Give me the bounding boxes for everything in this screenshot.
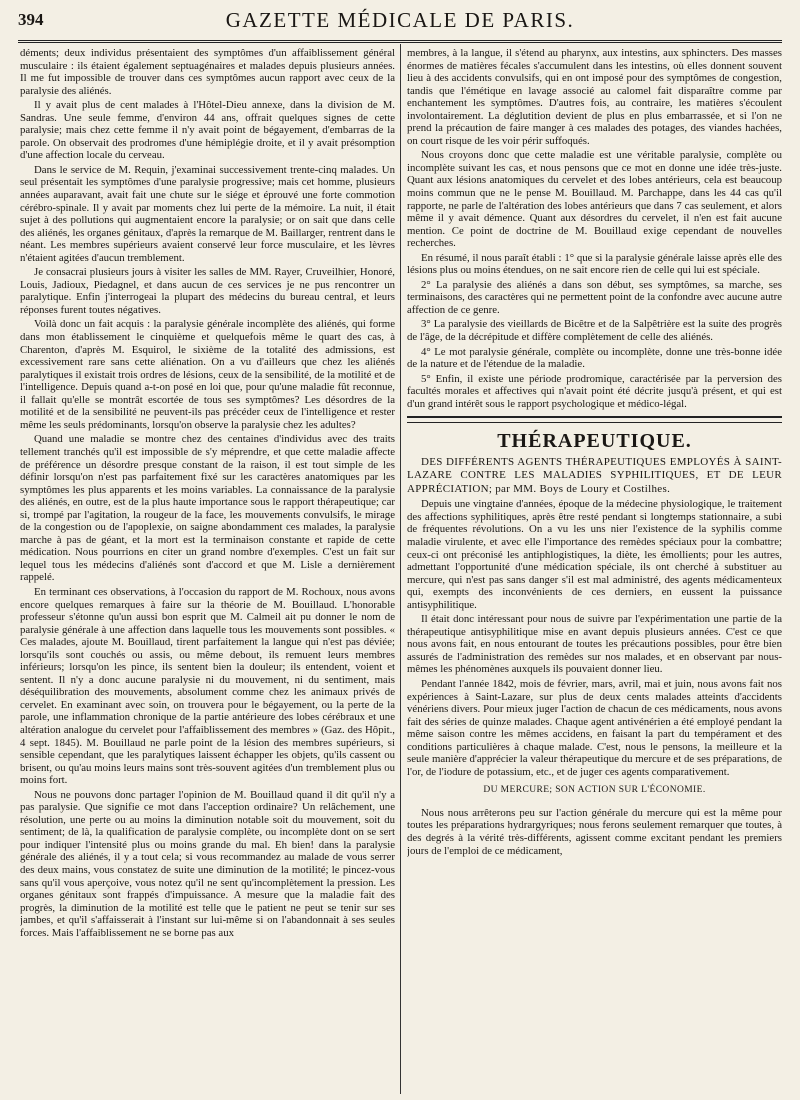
paragraph: En résumé, il nous paraît établi : 1° que si la paralysie générale laisse après elle des lésions plus ou moins étendues, on ne sait encore rien de celle qui lui est spéciale. [407,251,782,277]
left-column [20,47,395,1095]
paragraph: déments; deux individus présentaient des symptômes d'un affaiblissement général musculaire : ils étaient également septuagénaires et malades depuis plusieurs années. Il me fut impossible de trouver dans ces symptômes aucun rapport avec ceux de la paralysie des aliénés. [20,47,395,97]
paragraph: Depuis une vingtaine d'années, époque de la médecine physiologique, le traitement des affections syphilitiques, après être resté pendant si longtemps stationnaire, a subi de fréquentes révolutions. On a vu les uns nier l'existence de la syphilis comme maladie virulente, et avec elle l'importance des remèdes spéciaux pour la combattre; ceux-ci ont préconisé les antiphlogistiques, la diète, les émollients; pour les autres, admettant l'opportunité d'une médication spéciale, ils ont cherché à substituer au mercure, qui n'est pas sans danger s'il est mal administré, des agents médicamenteux qui, exempts des inconvénients de ces derniers, en eussent la puissance antisyphilitique. [407,498,782,611]
right-column [407,47,782,1095]
column-divider [400,44,401,1094]
page-header [18,8,782,38]
article-title: DES DIFFÉRENTS AGENTS THÉRAPEUTIQUES EMPLOYÉS À SAINT-LAZARE CONTRE LES MALADIES SYPHILITIQUES, ET DE LEUR APPRÉCIATION; par MM. Boys de Loury et Costilhes. [407,455,782,495]
paragraph: Nous croyons donc que cette maladie est une véritable paralysie, complète ou incomplète suivant les cas, et nous pensons que ce mot en donne une idée très-juste. Quant aux lésions anatomiques du cervelet et des lobes antérieurs, cela est beaucoup moins commun que ne le pense M. Bouillaud. M. Parchappe, dans les 44 cas qu'il rapporte, ne parle de l'altération des lobes antérieurs que dans 7 cas seulement, et alors même il y avait démence. Quant aux désordres du cervelet, il n'en est fait aucune mention. Ce point de doctrine de M. Bouillaud exige cependant de nouvelles recherches. [407,149,782,250]
paragraph: 5° Enfin, il existe une période prodromique, caractérisée par la perversion des facultés morales et affectives qui n'avait point été décrite jusqu'à présent, et qui est d'un grand intérêt sous le rapport psychologique et médico-légal. [407,372,782,410]
paragraph: Je consacrai plusieurs jours à visiter les salles de MM. Rayer, Cruveilhier, Honoré, Louis, Jadioux, Piedagnel, et dans aucun de ces services je ne pus rencontrer un paralytique. Enfin j'interrogeai la plupart des médecins du bureau central, et leurs réponses furent toutes négatives. [20,266,395,316]
paragraph: Il y avait plus de cent malades à l'Hôtel-Dieu annexe, dans la division de M. Sandras. Une seule femme, d'environ 44 ans, offrait quelques signes de cette paralysie; mais chez cette femme il n'y avait point de bégayement, d'embarras de la parole. On observait des prodromes d'une hémiplégie droite, et il y avait présomption d'une affection locale du cerveau. [20,99,395,162]
section-title: THÉRAPEUTIQUE. [497,430,692,453]
subheading: DU MERCURE; SON ACTION SUR L'ÉCONOMIE. [483,785,706,796]
paragraph: Nous nous arrêterons peu sur l'action générale du mercure qui est la même pour toutes les préparations hydrargyriques; nous ferons seulement remarquer que toutes, à des degrés à la vérité très-différents, agissent comme excitant pendant les premiers jours de l'emploi de ce médicament, [407,806,782,857]
paragraph: membres, à la langue, il s'étend au pharynx, aux intestins, aux sphincters. Des masses énormes de matières fécales s'accumulent dans les intestins, où elles donnent souvent lieu à des accidents convulsifs, qui en ont imposé pour des symptômes de congestion, tandis que l'émétique en lavage associé au calomel fait disparaître comme par enchantement les symptômes. D'autres fois, au contraire, les matières s'écoulent involontairement. La déglutition devient de plus en plus embarrassée, et si l'on ne prend la précaution de faire manger à ces malades des potages, des viandes hachées, on court risque de les voir périr suffoqués. [407,47,782,147]
paragraph: 3° La paralysie des vieillards de Bicêtre et de la Salpêtrière est la suite des progrès de l'âge, de la décrépitude et diffère complètement de celle des aliénés. [407,318,782,344]
paragraph: En terminant ces observations, à l'occasion du rapport de M. Rochoux, nous avons encore quelques remarques à faire sur la théorie de M. Bouillaud. L'honorable professeur s'étonne qu'un aussi bon esprit que M. Calmeil ait pu donner le nom de paralysie générale à une affection dans laquelle tous les mouvements sont possibles. « Ces malades, ajoute M. Bouillaud, tirent parfaitement la langue qui n'est pas déviée; lorsqu'ils sont couchés ou assis, ou même debout, ils remuent leurs membres inférieurs; lorsqu'on les pince, ils sentent bien la douleur; ils entendent, voient et sentent. Il n'y a donc aucune paralysie ni du mouvement, ni du sentiment, mais déséquilibration des mouvements, absolument comme chez les animaux privés de cervelet. En examinant avec soin, on trouvera pour le bégayement, ou la perte de la parole, une inflammation chronique de la partie antérieure des lobes cérébraux et une altération analogue du cervelet pour l'affaiblissement des membres » (Gaz. des Hôpit., 4 sept. 1845). M. Bouillaud ne parle point de la lésion des membres supérieurs, si sensible cependant, que les paralytiques laissent échapper les objets, qu'ils cassent ou brisent, ou qu'au moins leurs mains sont très-souvent agitées d'un tremblement plus ou moins fort. [20,585,395,787]
paragraph: Voilà donc un fait acquis : la paralysie générale incomplète des aliénés, qui forme dans mon établissement le cinquième et quelquefois même le quart des cas, à Charenton, d'après M. Esquirol, le sixième de la totalité des admissions, est excessivement rare sans cette aliénation. On a vu d'ailleurs que chez les aliénés paralytiques il existait trois ordres de lésions, ceux de la sensibilité, de la motilité et de l'intelligence. Depuis quand a-t-on posé en loi que, pour qu'une maladie fût reconnue, il fallait qu'elle se montrât escortée de tous ses symptômes? Les désordres de la motilité et de la sensibilité ne peuvent-ils pas précéder ceux de l'intelligence et rester même les seuls prédominants, lorsqu'on observe la paralysie chez les adultes? [20,318,395,431]
page-number: 394 [18,10,44,29]
paragraph: Pendant l'année 1842, mois de février, mars, avril, mai et juin, nous avons fait nos expériences à Saint-Lazare, sur plus de deux cents malades atteints d'accidents vénériens divers. Pour mieux juger l'action de chacun de ces médicaments, nous avons fait des séries de quinze malades. Chaque agent antivénérien a été employé pendant la même saison contre les mêmes accidens, en faisant la part du tempérament et des conditions particulières à chaque malade. C'est, nous le pensons, la meilleure et la seule manière d'apprécier la valeur thérapeutique du mercure et de ses préparations, de l'or, de l'iodure de potassium, etc., et de juger ces agents comparativement. [407,678,782,778]
section-rule [407,416,782,423]
paragraph: Il était donc intéressant pour nous de suivre par l'expérimentation une partie de la thérapeutique antisyphilitique mise en avant depuis plusieurs années. C'est ce que nous avons fait, en nous entourant de toutes les précautions possibles, pour être bien assurés de l'administration des remèdes sur nos malades, et en observant par nous-mêmes les phénomènes auxquels ils pouvaient donner lieu. [407,613,782,676]
paragraph: Quand une maladie se montre chez des centaines d'individus avec des traits tellement tranchés qu'il est impossible de s'y méprendre, et que cette maladie affecte de préférence un désordre presque constant de la raison, il est tout simple de les définir lorsqu'on n'est pas parfaitement fixé sur les caractères anatomiques par les symptômes les plus apparents et les moins variables. La connaissance de la paralysie des aliénés, en outre, est de la plus haute importance sous le rapport thérapeutique; car si, trompé par l'agitation, la rougeur de la face, les mouvements convulsifs, le mirage de la congestion ou de l'apoplexie, on saigne abondamment ces malades, la paralysie marche à pas de géant, et la mort est la terminaison constante et rapide de cette médication. Nous pourrions en citer un grand nombre d'exemples. C'est un fait sur lequel tous les médecins d'aliénés sont d'accord et que M. Lisle a dernièrement rappelé. [20,433,395,584]
paragraph: 4° Le mot paralysie générale, complète ou incomplète, donne une très-bonne idée de la nature et de l'étendue de la maladie. [407,345,782,371]
paragraph: Nous ne pouvons donc partager l'opinion de M. Bouillaud quand il dit qu'il n'y a pas paralysie. Que signifie ce mot dans l'acception ordinaire? Un relâchement, une résolution, une perte ou au moins la diminution notable soit du mouvement, soit du sentiment; de là, la qualification de paralysie complète, ou incomplète dont on se sert pour indiquer l'intensité plus ou moins grande du mal. Eh bien! dans la paralysie générale des aliénés, il y a tout cela; si vous recommandez au malade de vous serrer des deux mains, vous constatez de suite une diminution de la motilité; le pincez-vous sans qu'il vous aperçoive, vous notez qu'il ne sent qu'incomplètement la pression. Les organes génitaux sont frappés d'impuissance. A mesure que la maladie fait des progrès, la diminution de la motilité est telle que le patient ne peut se tenir sur ses jambes, et qu'il s'affaisserait à l'instant sur lui-même si on l'abandonnait à ses seules forces. Mais l'affaiblissement ne se borne pas aux [20,788,395,939]
header-rule [18,40,782,43]
paragraph: 2° La paralysie des aliénés a dans son début, ses symptômes, sa marche, ses terminaisons, des caractères qui ne permettent point de la confondre avec aucune autre affection de ce genre. [407,278,782,316]
publication-title: GAZETTE MÉDICALE DE PARIS. [225,8,575,32]
paragraph: Dans le service de M. Requin, j'examinai successivement trente-cinq malades. Un seul présentait les symptômes d'une paralysie progressive; mais cet homme, plusieurs années auparavant, avait fait une chute sur le siége et éprouvé une forte commotion cérébro-spinale. Il y avait par moments chez lui perte de la mémoire. La nuit, il était sujet à des pollutions qui augmentaient encore la paralysie; or on sait que dans celle des aliénés, les organes génitaux, d'après la remarque de M. Baillarger, rentrent dans le néant. Les membres supérieurs avaient conservé leur force musculaire, et les lèvres n'étaient agitées d'aucun tremblement. [20,163,395,264]
